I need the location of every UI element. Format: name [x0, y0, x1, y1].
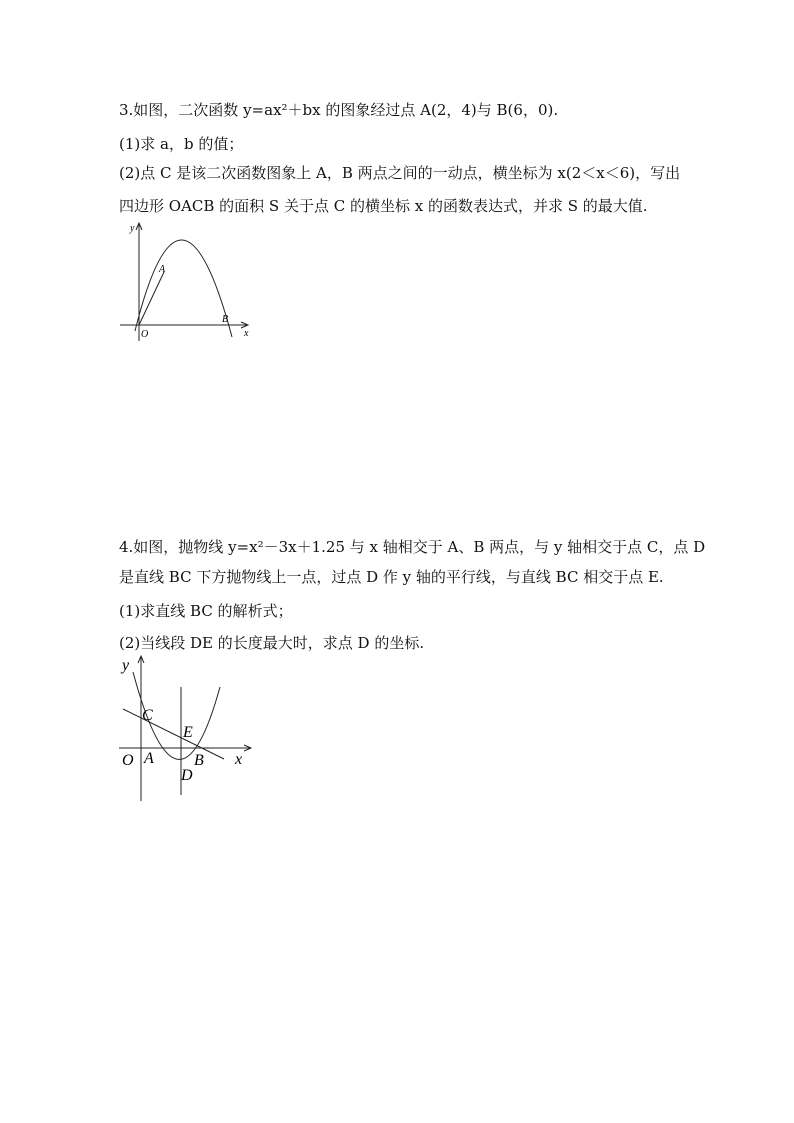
label-o: O — [122, 752, 134, 769]
problem4-line1: 4.如图，抛物线 y=x²－3x＋1.25 与 x 轴相交于 A、B 两点，与 y 轴相交于点 C，点 D — [119, 538, 706, 556]
problem4-figure — [112, 652, 262, 804]
label-d: D — [181, 767, 193, 784]
problem3-line2: (1)求 a，b 的值； — [119, 135, 244, 153]
label-a: A — [159, 264, 166, 275]
label-b: B — [194, 752, 204, 769]
problem3-line3: (2)点 C 是该二次函数图象上 A，B 两点之间的一动点，横坐标为 x(2＜x＜6)，写出 — [119, 164, 681, 182]
label-e: E — [183, 724, 193, 741]
problem3-figure — [114, 218, 258, 344]
parabola — [135, 240, 232, 337]
problem4-line2: 是直线 BC 下方抛物线上一点，过点 D 作 y 轴的平行线，与直线 BC 相交于点 E. — [119, 568, 664, 586]
line-bc — [123, 709, 224, 759]
label-x: x — [244, 328, 249, 339]
label-b: B — [222, 314, 229, 325]
label-o: O — [141, 329, 149, 340]
problem4-line3: (1)求直线 BC 的解析式； — [119, 602, 293, 620]
segment-oa — [139, 272, 164, 325]
problem4-line4: (2)当线段 DE 的长度最大时，求点 D 的坐标. — [119, 634, 425, 652]
label-x: x — [235, 751, 243, 768]
label-y: y — [122, 657, 130, 674]
problem3-line4: 四边形 OACB 的面积 S 关于点 C 的横坐标 x 的函数表达式，并求 S 的最大值. — [119, 197, 648, 215]
problem3-line1: 3.如图，二次函数 y=ax²＋bx 的图象经过点 A(2，4)与 B(6，0). — [119, 101, 559, 119]
label-y: y — [130, 223, 135, 234]
label-c: C — [142, 707, 153, 724]
label-a: A — [144, 750, 154, 767]
